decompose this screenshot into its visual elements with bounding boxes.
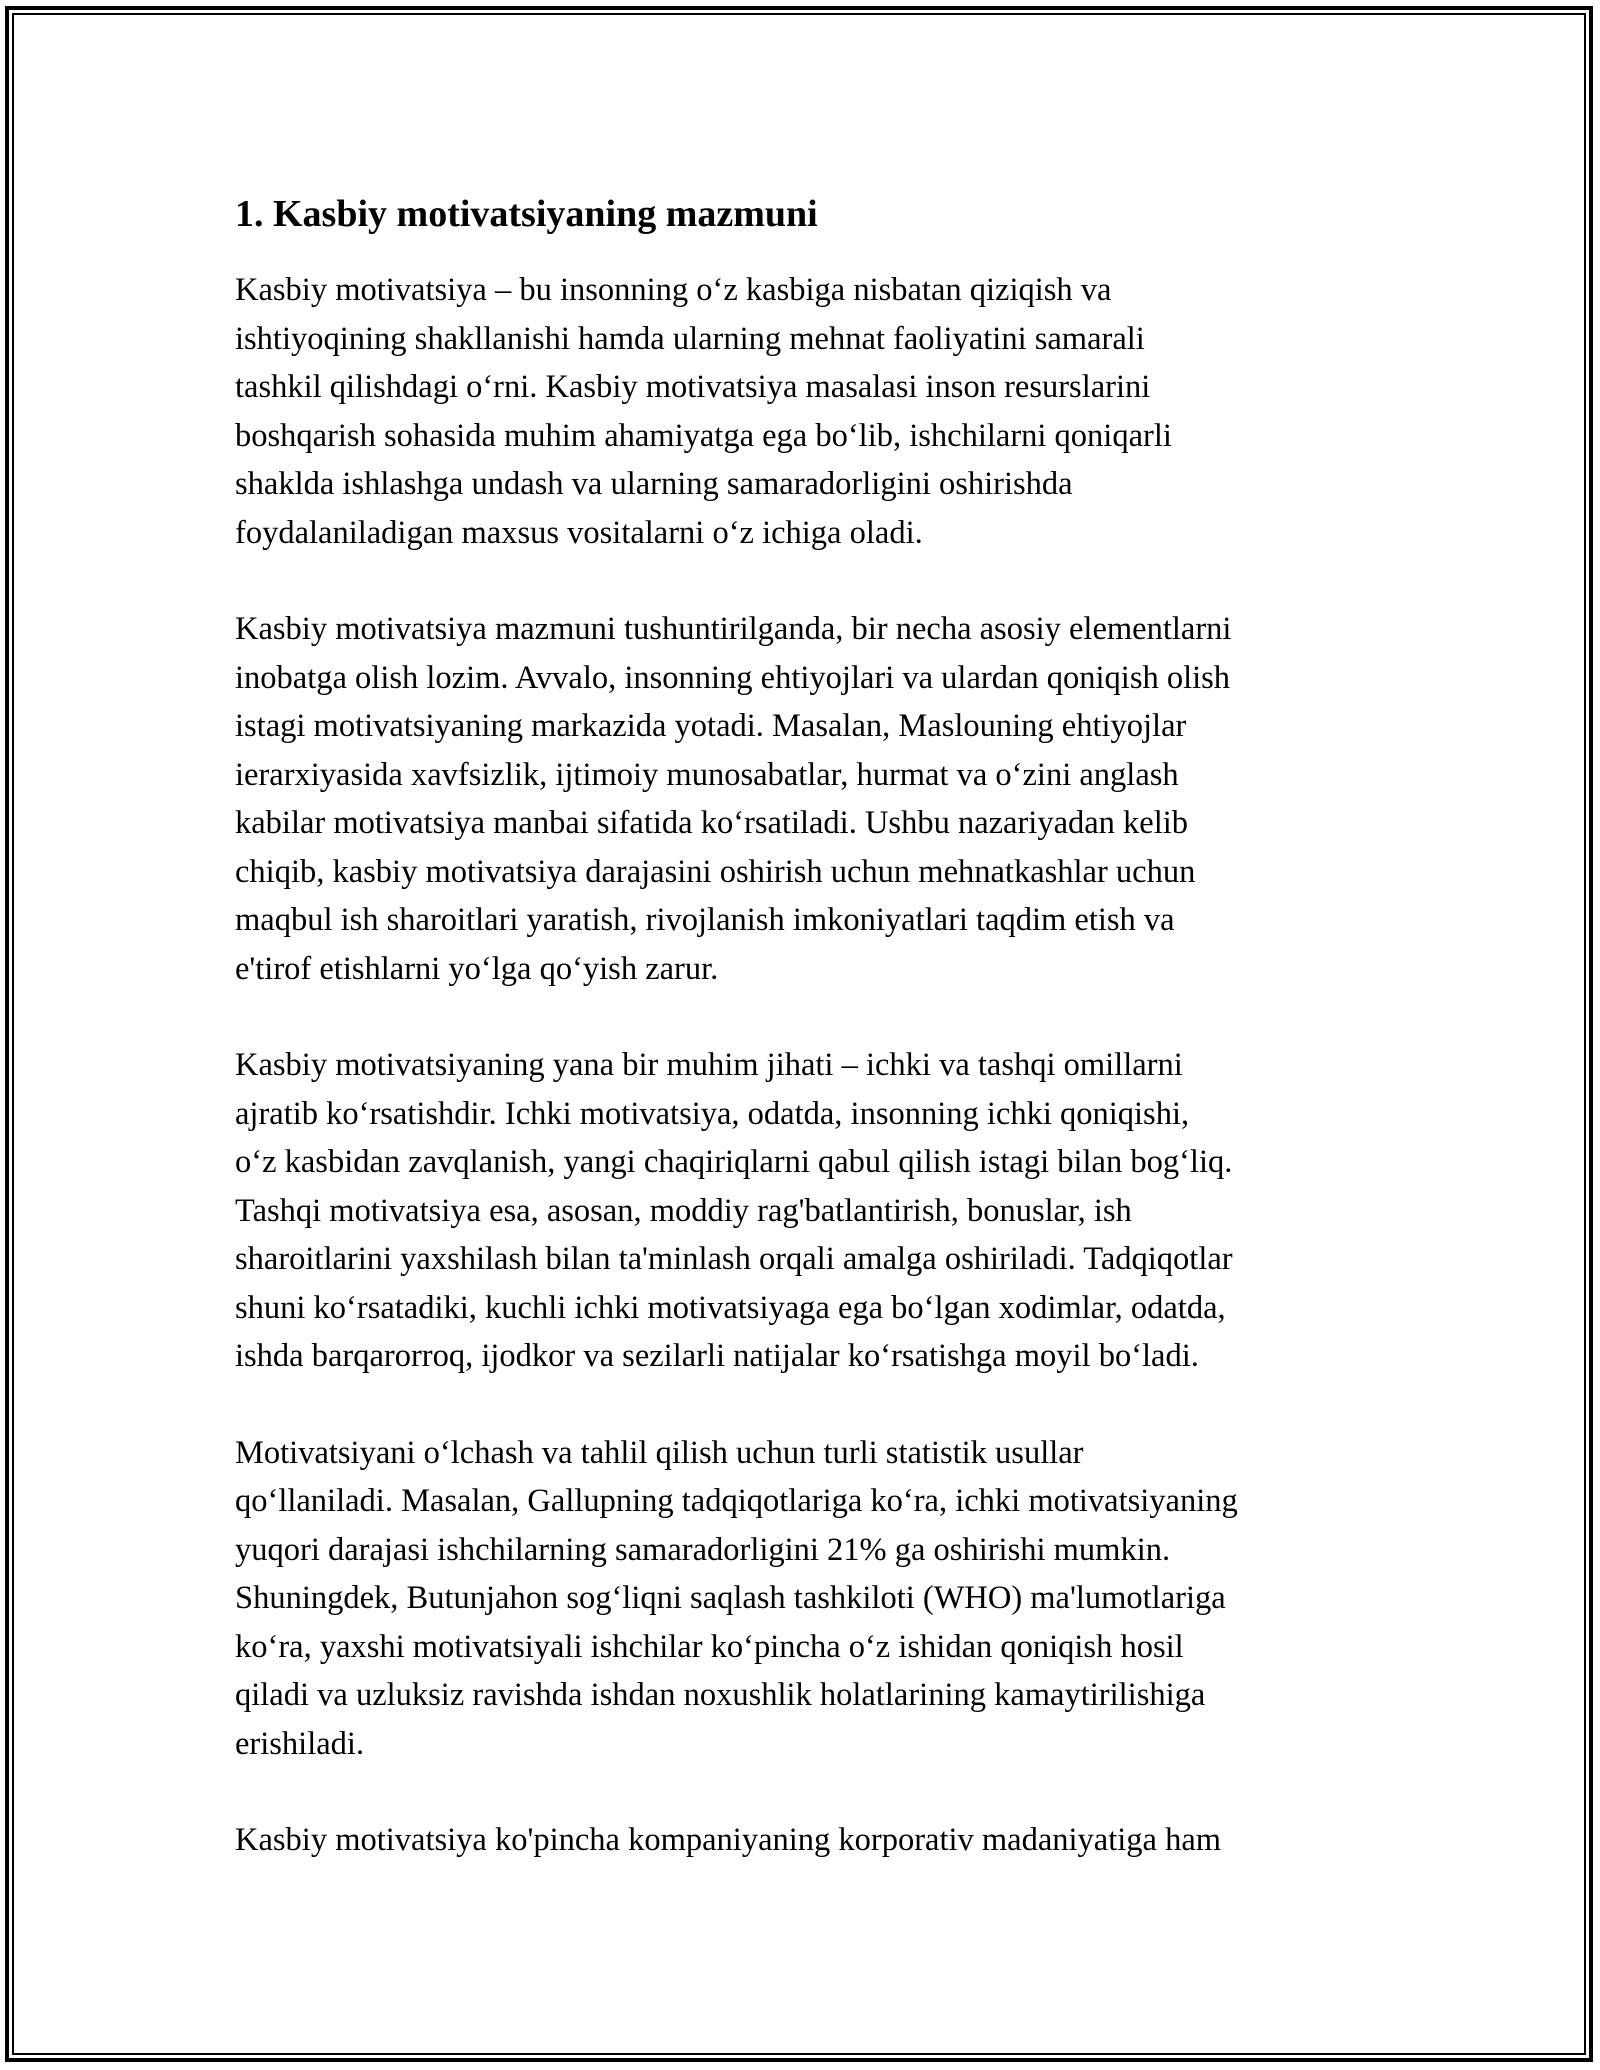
- text-line: Shuningdek, Butunjahon sog‘liqni saqlash tashkiloti (WHO) ma'lumotlariga: [235, 1580, 1226, 1616]
- text-line: Motivatsiyani o‘lchash va tahlil qilish uchun turli statistik usullar: [235, 1434, 1084, 1471]
- text-line: inobatga olish lozim. Avvalo, insonning ehtiyojlari va ulardan qoniqish olish: [235, 659, 1231, 696]
- text-line: boshqarish sohasida muhim ahamiyatga ega bo‘lib, ishchilarni qoniqarli: [235, 417, 1172, 454]
- text-line: Kasbiy motivatsiya – bu insonning o‘z kasbiga nisbatan qiziqish va: [235, 272, 1112, 308]
- text-line: shaklda ishlashga undash va ularning samaradorligini oshirishda: [235, 466, 1073, 502]
- text-line: yuqori darajasi ishchilarning samaradorligini 21% ga oshirishi mumkin.: [235, 1531, 1171, 1568]
- section-heading: 1. Kasbiy motivatsiyaning mazmuni: [235, 193, 818, 235]
- text-line: sharoitlarini yaxshilash bilan ta'minlash orqali amalga oshiriladi. Tadqiqotlar: [235, 1241, 1233, 1277]
- text-line: shuni ko‘rsatadiki, kuchli ichki motivatsiyaga ega bo‘lgan xodimlar, odatda,: [235, 1289, 1226, 1326]
- text-line: Kasbiy motivatsiyaning yana bir muhim jihati – ichki va tashqi omillarni: [235, 1047, 1183, 1083]
- text-line: qiladi va uzluksiz ravishda ishdan noxushlik holatlarining kamaytirilishiga: [235, 1677, 1206, 1713]
- text-line: istagi motivatsiyaning markazida yotadi. Masalan, Maslouning ehtiyojlar: [235, 708, 1187, 744]
- text-line: ko‘ra, yaxshi motivatsiyali ishchilar ko‘pincha o‘z ishidan qoniqish hosil: [235, 1628, 1184, 1665]
- paragraph-internal-external: [235, 1041, 1375, 1381]
- text-line: e'tirof etishlarni yo‘lga qo‘yish zarur.: [235, 950, 719, 987]
- text-line: Kasbiy motivatsiya mazmuni tushuntirilganda, bir necha asosiy elementlarni: [235, 611, 1232, 647]
- text-line: Kasbiy motivatsiya ko'pincha kompaniyaning korporativ madaniyatiga ham: [235, 1822, 1222, 1858]
- text-line: ishda barqarorroq, ijodkor va sezilarli natijalar ko‘rsatishga moyil bo‘ladi.: [235, 1338, 1199, 1374]
- text-line: ierarxiyasida xavfsizlik, ijtimoiy munosabatlar, hurmat va o‘zini anglash: [235, 756, 1179, 793]
- document-body: [235, 188, 1375, 1913]
- text-line: Tashqi motivatsiya esa, asosan, moddiy rag'batlantirish, bonuslar, ish: [235, 1192, 1132, 1229]
- text-line: erishiladi.: [235, 1725, 365, 1762]
- paragraph-elements: [235, 605, 1375, 993]
- text-line: qo‘llaniladi. Masalan, Gallupning tadqiqotlariga ko‘ra, ichki motivatsiyaning: [235, 1483, 1238, 1519]
- text-line: foydalaniladigan maxsus vositalarni o‘z ichiga oladi.: [235, 514, 923, 551]
- text-line: chiqib, kasbiy motivatsiya darajasini oshirish uchun mehnatkashlar uchun: [235, 853, 1196, 890]
- text-line: tashkil qilishdagi o‘rni. Kasbiy motivatsiya masalasi inson resurslarini: [235, 369, 1151, 405]
- text-line: ishtiyoqining shakllanishi hamda ularning mehnat faoliyatini samarali: [235, 320, 1145, 357]
- paragraph-corporate-culture: [235, 1816, 1375, 1865]
- text-line: maqbul ish sharoitlari yaratish, rivojlanish imkoniyatlari taqdim etish va: [235, 902, 1175, 938]
- text-line: o‘z kasbidan zavqlanish, yangi chaqiriqlarni qabul qilish istagi bilan bog‘liq.: [235, 1144, 1233, 1180]
- paragraph-measurement: [235, 1429, 1375, 1769]
- text-line: ajratib ko‘rsatishdir. Ichki motivatsiya, odatda, insonning ichki qoniqishi,: [235, 1095, 1190, 1132]
- paragraph-definition: [235, 266, 1375, 557]
- text-line: kabilar motivatsiya manbai sifatida ko‘rsatiladi. Ushbu nazariyadan kelib: [235, 805, 1189, 841]
